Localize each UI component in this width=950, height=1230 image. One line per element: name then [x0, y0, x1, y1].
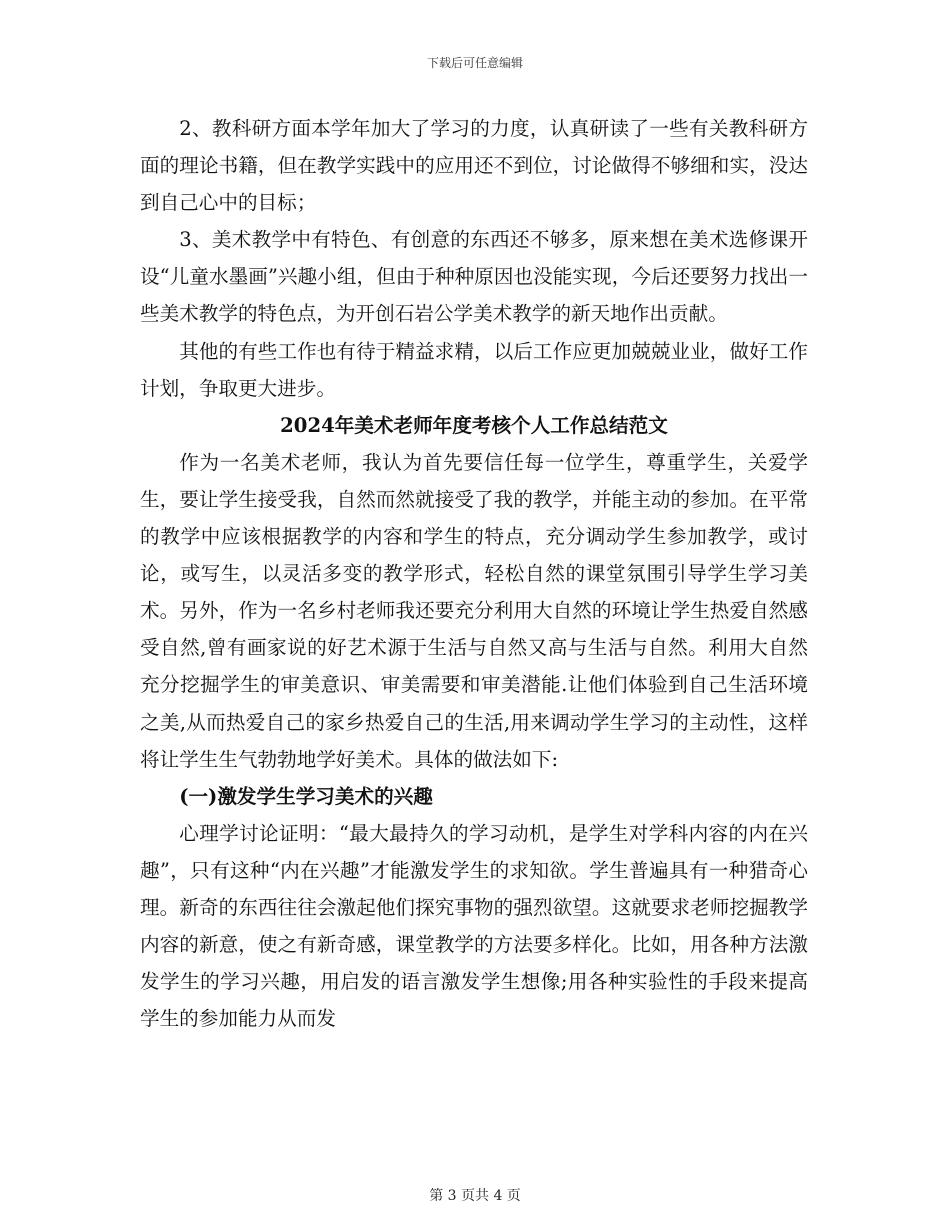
document-body: [140, 110, 808, 1037]
paragraph-art-features: 3、美术教学中有特色、有创意的东西还不够多，原来想在美术选修课开设“儿童水墨画”兴趣小组，但由于种种原因也没能实现，今后还要努力找出一些美术教学的特色点，为开创石岩公学美术教学的新天地作出贡献。: [140, 228, 808, 326]
section-heading: (一)激发学生学习美术的兴趣: [179, 784, 433, 808]
paragraph-interest: 心理学讨论证明：“最大最持久的学习动机，是学生对学科内容的内在兴趣”，只有这种“内在兴趣”才能激发学生的求知欲。学生普遍具有一种猎奇心理。新奇的东西往往会激起他们探究事物的强烈欲望。这就要求老师挖掘教学内容的新意，使之有新奇感，课堂教学的方法要多样化。比如，用各种方法激发学生的学习兴趣，用启发的语言激发学生想像;用各种实验性的手段来提高学生的参加能力从而发: [140, 821, 808, 1031]
page-footer: 第 3 页共 4 页: [429, 1188, 521, 1204]
paragraph-other-work: 其他的有些工作也有待于精益求精，以后工作应更加兢兢业业，做好工作计划，争取更大进步。: [140, 339, 808, 400]
article-title: 2024年美术老师年度考核个人工作总结范文: [280, 413, 668, 437]
page-header: 下载后可任意编辑: [426, 56, 523, 70]
paragraph-research: 2、教科研方面本学年加大了学习的力度，认真研读了一些有关教科研方面的理论书籍，但在教学实践中的应用还不到位，讨论做得不够细和实，没达到自己心中的目标；: [140, 117, 808, 215]
paragraph-intro: 作为一名美术老师，我认为首先要信任每一位学生，尊重学生，关爱学生，要让学生接受我，自然而然就接受了我的教学，并能主动的参加。在平常的教学中应该根据教学的内容和学生的特点，充分调动学生参加教学，或讨论，或写生，以灵活多变的教学形式，轻松自然的课堂氛围引导学生学习美术。另外，作为一名乡村老师我还要充分利用大自然的环境让学生热爱自然感受自然,曾有画家说的好艺术源于生活与自然又高与生活与自然。利用大自然充分挖掘学生的审美意识、审美需要和审美潜能.让他们体验到自己生活环境之美,从而热爱自己的家乡热爱自己的生活,用来调动学生学习的主动性，这样将让学生生气勃勃地学好美术。具体的做法如下:: [140, 450, 808, 771]
